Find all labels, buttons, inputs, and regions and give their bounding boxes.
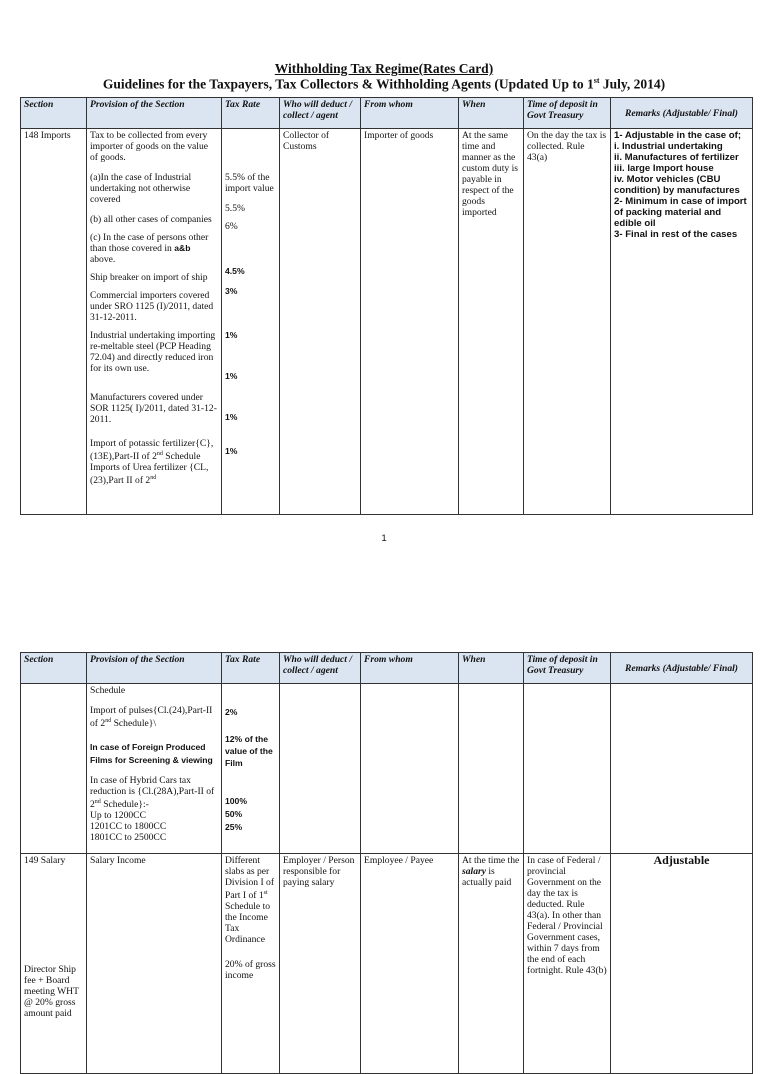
document-subtitle: Guidelines for the Taxpayers, Tax Collectors & Withholding Agents (Updated Up to 1st July, 2014) bbox=[102, 76, 666, 92]
table-header-row bbox=[21, 653, 753, 684]
section-cell bbox=[21, 684, 87, 854]
who-cell bbox=[280, 684, 361, 854]
when-cell: At the time the salary is actually paid bbox=[459, 854, 524, 1074]
page-number: 1 bbox=[381, 533, 387, 544]
when-cell: At the same time and manner as the custom duty is payable in respect of the goods imported bbox=[459, 129, 524, 515]
table-header-row bbox=[21, 98, 753, 129]
col-header: From whom bbox=[361, 98, 459, 129]
deposit-cell: In case of Federal / provincial Government on the day the tax is deducted. Rule 43(a). In other than Federal / Provincial Government cases, within 7 days from the end of each fortnight. Rule 43(b) bbox=[524, 854, 611, 1074]
tax-rate-cell: 2% 12% of the value of the Film 100% 50% 25% bbox=[222, 684, 280, 854]
from-whom-cell: Importer of goods bbox=[361, 129, 459, 515]
col-header: When bbox=[459, 653, 524, 684]
col-header: From whom bbox=[361, 653, 459, 684]
rates-table-page-2 bbox=[20, 652, 753, 1074]
from-whom-cell: Employee / Payee bbox=[361, 854, 459, 1074]
col-header: Remarks (Adjustable/ Final) bbox=[611, 653, 753, 684]
col-header: Time of deposit in Govt Treasury bbox=[524, 98, 611, 129]
col-header: Who will deduct / collect / agent bbox=[280, 653, 361, 684]
col-header: Time of deposit in Govt Treasury bbox=[524, 653, 611, 684]
tax-rate-cell: 5.5% of the import value 5.5% 6% 4.5% 3% 1% 1% 1% 1% bbox=[222, 129, 280, 515]
rates-table-page-1 bbox=[20, 97, 753, 515]
col-header: Section bbox=[21, 653, 87, 684]
deposit-cell bbox=[524, 684, 611, 854]
tax-rate-cell: Different slabs as per Division I of Part I of 1st Schedule to the Income Tax Ordinance 20% of gross income bbox=[222, 854, 280, 1074]
when-cell bbox=[459, 684, 524, 854]
col-header: Who will deduct / collect / agent bbox=[280, 98, 361, 129]
from-whom-cell bbox=[361, 684, 459, 854]
col-header: Provision of the Section bbox=[87, 653, 222, 684]
provision-cell: Schedule Import of pulses{Cl.(24),Part-II of 2nd Schedule}\ In case of Foreign Produced Films for Screening & viewing In case of Hybrid Cars tax reduction is {Cl.(28A),Part-II of 2nd Schedule}:- Up to 1200CC 1201CC to 1800CC 1801CC to 2500CC bbox=[87, 684, 222, 854]
provision-cell: Tax to be collected from every importer of goods on the value of goods. (a)In the case of Industrial undertaking not otherwise covered (b) all other cases of companies (c) In the case of persons other than those covered in a&b above. Ship breaker on import of ship Commercial importers covered under SRO 1125 (I)/2011, dated 31-12-2011. Industrial undertaking importing re-meltable steel (PCP Heading 72.04) and directly reduced iron for its own use. Manufacturers covered under SOR 1125( I)/2011, dated 31-12-2011. Import of potassic fertilizer{C},(13E),Part-II of 2nd Schedule Imports of Urea fertilizer {CL,(23),Part II of 2nd bbox=[87, 129, 222, 515]
provision-cell: Salary Income bbox=[87, 854, 222, 1074]
remarks-cell bbox=[611, 684, 753, 854]
section-cell: 149 Salary Director Ship fee + Board meeting WHT @ 20% gross amount paid bbox=[21, 854, 87, 1074]
section-cell: 148 Imports bbox=[21, 129, 87, 515]
col-header: Tax Rate bbox=[222, 653, 280, 684]
col-header: Remarks (Adjustable/ Final) bbox=[611, 98, 753, 129]
remarks-cell: 1- Adjustable in the case of; i. Industrial undertaking ii. Manufactures of fertilizer iii. large Import house iv. Motor vehicles (CBU condition) by manufactures 2- Minimum in case of import of packing material and edible oil 3- Final in rest of the cases bbox=[611, 129, 753, 515]
table-row bbox=[21, 129, 753, 515]
table-row bbox=[21, 854, 753, 1074]
col-header: Tax Rate bbox=[222, 98, 280, 129]
table-row bbox=[21, 684, 753, 854]
document-title: Withholding Tax Regime(Rates Card) bbox=[274, 61, 494, 76]
col-header: Provision of the Section bbox=[87, 98, 222, 129]
who-cell: Employer / Person responsible for paying salary bbox=[280, 854, 361, 1074]
deposit-cell: On the day the tax is collected. Rule 43(a) bbox=[524, 129, 611, 515]
col-header: When bbox=[459, 98, 524, 129]
col-header: Section bbox=[21, 98, 87, 129]
who-cell: Collector of Customs bbox=[280, 129, 361, 515]
remarks-cell: Adjustable bbox=[611, 854, 753, 1074]
